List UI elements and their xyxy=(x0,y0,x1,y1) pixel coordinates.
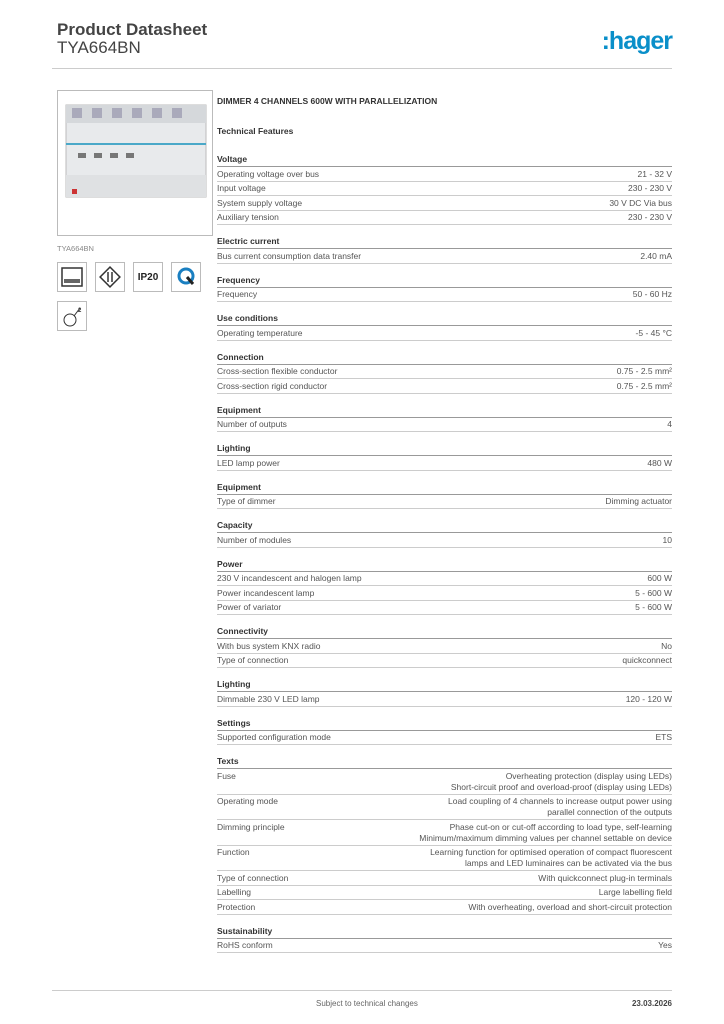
feature-row xyxy=(217,692,672,707)
feature-row xyxy=(217,939,672,954)
feature-section xyxy=(217,924,672,954)
feature-label: Type of dimmer xyxy=(217,496,276,506)
feature-value: Dimming actuator xyxy=(605,496,672,506)
feature-row xyxy=(217,586,672,601)
feature-label: Supported configuration mode xyxy=(217,732,331,742)
feature-value: 5 - 600 W xyxy=(635,587,672,598)
feature-value: With quickconnect plug-in terminals xyxy=(538,872,672,883)
section-heading: Use conditions xyxy=(217,311,672,326)
feature-row xyxy=(217,365,672,380)
section-heading: Connection xyxy=(217,350,672,365)
feature-label: 230 V incandescent and halogen lamp xyxy=(217,573,362,583)
feature-row xyxy=(217,288,672,303)
feature-section xyxy=(217,441,672,471)
feature-value: 50 - 60 Hz xyxy=(632,289,672,299)
feature-label: Cross-section rigid conductor xyxy=(217,380,328,391)
feature-row xyxy=(217,731,672,746)
feature-section xyxy=(217,152,672,225)
feature-label: Frequency xyxy=(217,289,258,299)
feature-label: Dimming principle xyxy=(217,821,285,832)
page-title: Product Datasheet xyxy=(57,20,208,39)
feature-row xyxy=(217,167,672,182)
feature-row xyxy=(217,196,672,211)
wire-section-icon xyxy=(57,301,87,331)
feature-label: Type of connection xyxy=(217,872,289,883)
double-insulation-icon xyxy=(95,262,125,292)
feature-value: Overheating protection (display using LEDs) Short-circuit proof and overload-proof (display using LEDs) xyxy=(450,770,672,792)
feature-value: 0.75 - 2.5 mm² xyxy=(616,380,672,391)
feature-row xyxy=(217,601,672,616)
feature-label: Protection xyxy=(217,901,256,912)
feature-row xyxy=(217,182,672,197)
feature-label: Bus current consumption data transfer xyxy=(217,250,362,261)
technical-content xyxy=(217,96,672,962)
feature-value: Yes xyxy=(658,940,672,950)
feature-row xyxy=(217,211,672,226)
feature-label: Operating voltage over bus xyxy=(217,168,320,179)
feature-row xyxy=(217,418,672,433)
feature-value: 2.40 mA xyxy=(640,250,672,261)
header-divider xyxy=(52,68,672,69)
certification-icons xyxy=(57,262,217,331)
footer-notice: Subject to technical changes xyxy=(316,999,418,1008)
quickconnect-icon xyxy=(171,262,201,292)
feature-value: 10 xyxy=(662,534,672,545)
section-heading: Lighting xyxy=(217,677,672,692)
feature-value: Large labelling field xyxy=(598,887,672,897)
feature-label: With bus system KNX radio xyxy=(217,640,321,651)
feature-value: 5 - 600 W xyxy=(635,602,672,612)
image-caption: TYA664BN xyxy=(57,244,94,253)
feature-value: 0.75 - 2.5 mm² xyxy=(616,366,672,376)
feature-row xyxy=(217,769,672,795)
feature-row xyxy=(217,456,672,471)
feature-label: LED lamp power xyxy=(217,457,280,468)
feature-value: ETS xyxy=(655,732,672,742)
section-heading: Settings xyxy=(217,716,672,731)
feature-section xyxy=(217,273,672,303)
section-heading: Power xyxy=(217,557,672,572)
feature-label: Type of connection xyxy=(217,655,289,665)
section-heading: Lighting xyxy=(217,441,672,456)
feature-row xyxy=(217,249,672,264)
feature-section xyxy=(217,557,672,616)
section-heading: Capacity xyxy=(217,518,672,533)
product-image xyxy=(57,90,213,236)
feature-row xyxy=(217,900,672,915)
feature-row xyxy=(217,495,672,510)
feature-label: Input voltage xyxy=(217,183,266,193)
feature-label: Cross-section flexible conductor xyxy=(217,366,338,376)
feature-value: -5 - 45 °C xyxy=(635,327,672,338)
ip20-icon: IP20 xyxy=(133,262,163,292)
feature-value: 230 - 230 V xyxy=(628,212,672,222)
feature-value: Load coupling of 4 channels to increase output power using parallel connection of the outputs xyxy=(448,796,672,817)
section-heading: Equipment xyxy=(217,403,672,418)
feature-label: Auxiliary tension xyxy=(217,212,279,222)
section-heading: Sustainability xyxy=(217,924,672,939)
feature-value: 480 W xyxy=(647,457,672,468)
feature-label: Number of outputs xyxy=(217,419,287,429)
footer-divider xyxy=(52,990,672,991)
feature-row xyxy=(217,639,672,654)
feature-value: Phase cut-on or cut-off according to load type, self-learning Minimum/maximum dimming values per channel settable on device xyxy=(419,821,672,843)
feature-label: Fuse xyxy=(217,770,236,781)
feature-value: 30 V DC Via bus xyxy=(609,197,672,208)
feature-value: 120 - 120 W xyxy=(625,693,672,704)
feature-row xyxy=(217,820,672,846)
svg-text:2: 2 xyxy=(78,308,82,314)
feature-value: With overheating, overload and short-circuit protection xyxy=(468,901,672,912)
feature-value: quickconnect xyxy=(622,655,672,665)
feature-label: Power incandescent lamp xyxy=(217,587,315,598)
feature-value: No xyxy=(661,640,672,651)
feature-section xyxy=(217,480,672,510)
feature-row xyxy=(217,572,672,587)
feature-section xyxy=(217,716,672,746)
feature-row xyxy=(217,379,672,394)
feature-section xyxy=(217,754,672,915)
technical-features-heading: Technical Features xyxy=(217,126,294,136)
feature-section xyxy=(217,311,672,341)
section-heading: Frequency xyxy=(217,273,672,288)
din-rail-display-icon xyxy=(57,262,87,292)
section-heading: Electric current xyxy=(217,234,672,249)
feature-label: Dimmable 230 V LED lamp xyxy=(217,693,320,704)
feature-label: Number of modules xyxy=(217,534,292,545)
feature-value: 21 - 32 V xyxy=(637,168,672,179)
feature-section xyxy=(217,234,672,264)
feature-value: Learning function for optimised operation of compact fluorescent lamps and LED luminaires can be activated via the bus xyxy=(430,847,672,868)
feature-section xyxy=(217,350,672,394)
feature-label: RoHS conform xyxy=(217,940,273,950)
feature-label: Power of variator xyxy=(217,602,282,612)
feature-label: Operating mode xyxy=(217,796,278,806)
feature-row xyxy=(217,846,672,872)
product-name: DIMMER 4 CHANNELS 600W WITH PARALLELIZATION xyxy=(217,96,438,106)
section-heading: Equipment xyxy=(217,480,672,495)
feature-row xyxy=(217,871,672,886)
feature-row xyxy=(217,533,672,548)
feature-row xyxy=(217,654,672,669)
feature-value: 230 - 230 V xyxy=(628,183,672,193)
feature-section xyxy=(217,677,672,707)
feature-row xyxy=(217,795,672,821)
feature-sections xyxy=(217,152,672,953)
feature-label: System supply voltage xyxy=(217,197,303,208)
feature-row xyxy=(217,886,672,901)
feature-label: Function xyxy=(217,847,250,857)
feature-label: Labelling xyxy=(217,887,252,897)
hager-logo: :hager xyxy=(601,27,672,55)
feature-section xyxy=(217,518,672,548)
section-heading: Texts xyxy=(217,754,672,769)
section-heading: Voltage xyxy=(217,152,672,167)
feature-value: 600 W xyxy=(647,573,672,583)
feature-section xyxy=(217,403,672,433)
feature-section xyxy=(217,624,672,668)
feature-label: Operating temperature xyxy=(217,327,303,338)
section-heading: Connectivity xyxy=(217,624,672,639)
product-reference: TYA664BN xyxy=(57,38,141,57)
feature-row xyxy=(217,326,672,341)
feature-value: 4 xyxy=(667,419,672,429)
footer-date: 23.03.2026 xyxy=(631,999,672,1008)
